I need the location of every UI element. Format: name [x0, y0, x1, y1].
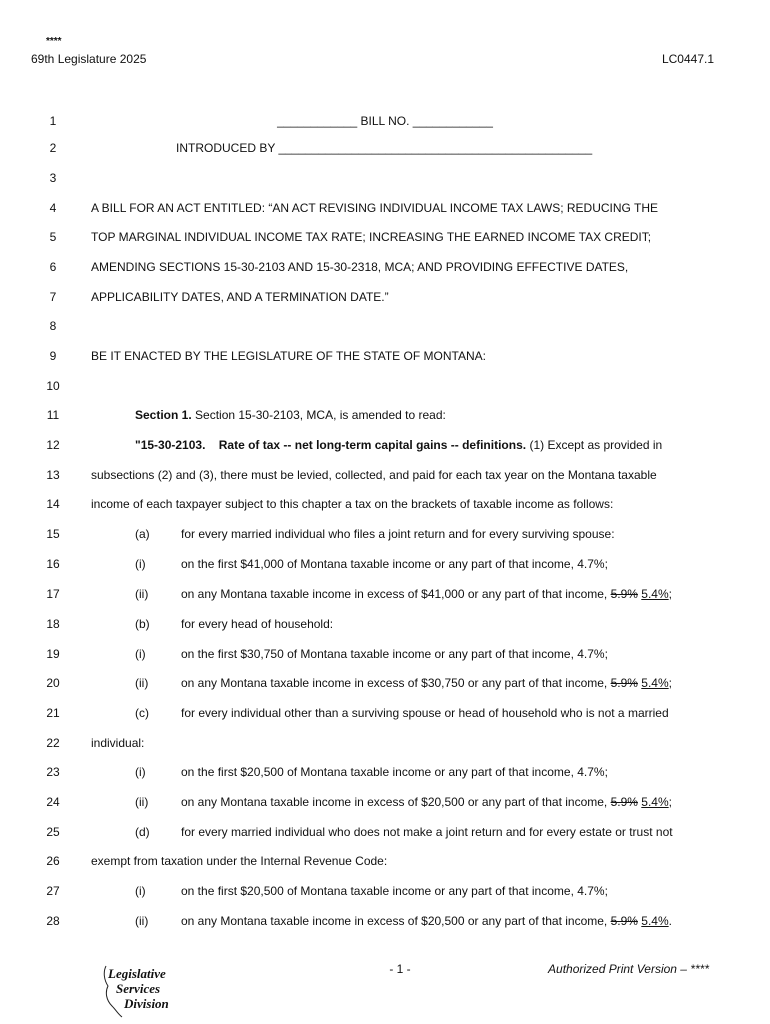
enacting-clause: BE IT ENACTED BY THE LEGISLATURE OF THE STATE OF MONTANA:	[91, 349, 486, 363]
subsection-text: individual:	[91, 736, 145, 750]
punctuation: ;	[668, 795, 672, 809]
bill-title: AMENDING SECTIONS 15-30-2103 AND 15-30-2318, MCA; AND PROVIDING EFFECTIVE DATES,	[91, 260, 629, 274]
line-number: 27	[46, 884, 60, 898]
subsection-text-line	[181, 795, 672, 809]
subsection-label: (i)	[135, 765, 146, 779]
line-number: 18	[46, 617, 60, 631]
subsection-label: (i)	[135, 884, 146, 898]
statute-title: "15-30-2103. Rate of tax -- net long-term capital gains -- definitions.	[135, 438, 527, 452]
line-26	[0, 854, 770, 874]
subsection-text: on the first $20,500 of Montana taxable income or any part of that income, 4.7%;	[181, 765, 608, 779]
line-13	[0, 468, 770, 488]
subsection-label: (c)	[135, 706, 149, 720]
bill-title: TOP MARGINAL INDIVIDUAL INCOME TAX RATE; INCREASING THE EARNED INCOME TAX CREDIT;	[91, 230, 652, 244]
line-25	[0, 825, 770, 845]
subsection-text-line	[181, 676, 672, 690]
line-number: 22	[46, 736, 60, 750]
line-23	[0, 765, 770, 785]
new-rate: 5.4%	[641, 795, 669, 809]
line-number: 19	[46, 647, 60, 661]
subsection-text: on the first $20,500 of Montana taxable income or any part of that income, 4.7%;	[181, 884, 608, 898]
line-24	[0, 795, 770, 815]
line-number: 8	[49, 319, 57, 333]
line-number: 5	[49, 230, 57, 244]
line-16	[0, 557, 770, 577]
subsection-text: on any Montana taxable income in excess of $41,000 or any part of that income,	[181, 587, 611, 601]
new-rate: 5.4%	[641, 587, 669, 601]
statute-intro: (1) Except as provided in	[526, 438, 663, 452]
line-number: 16	[46, 557, 60, 571]
subsection-label: (ii)	[135, 676, 149, 690]
line-21	[0, 706, 770, 726]
stricken-rate: 5.9%	[610, 587, 638, 601]
line-18	[0, 617, 770, 637]
subsection-text: for every married individual who files a joint return and for every surviving spouse:	[181, 527, 615, 541]
stricken-rate: 5.9%	[610, 795, 638, 809]
header-stars: ****	[46, 36, 62, 47]
line-4	[0, 201, 770, 221]
bill-number: ____________ BILL NO. ____________	[277, 114, 493, 128]
line-number: 28	[46, 914, 60, 928]
line-number: 3	[49, 171, 57, 185]
subsection-label: (i)	[135, 557, 146, 571]
stricken-rate: 5.9%	[610, 676, 638, 690]
bill-title: APPLICABILITY DATES, AND A TERMINATION DATE.”	[91, 290, 389, 304]
line-17	[0, 587, 770, 607]
line-22	[0, 736, 770, 756]
line-number: 20	[46, 676, 60, 690]
line-14	[0, 497, 770, 517]
print-version: Authorized Print Version – ****	[548, 962, 709, 976]
line-number: 2	[49, 141, 57, 155]
section-text: Section 15-30-2103, MCA, is amended to read:	[191, 408, 446, 422]
new-rate: 5.4%	[641, 914, 669, 928]
line-20	[0, 676, 770, 696]
subsection-label: (ii)	[135, 914, 149, 928]
line-12	[0, 438, 770, 458]
subsection-text: on any Montana taxable income in excess of $20,500 or any part of that income,	[181, 914, 611, 928]
line-10	[0, 379, 770, 399]
line-11	[0, 408, 770, 428]
legislature-label: 69th Legislature 2025	[31, 52, 147, 66]
line-2	[0, 141, 770, 161]
line-1	[0, 114, 770, 134]
statute-text: subsections (2) and (3), there must be levied, collected, and paid for each tax year on the Montana taxable	[91, 468, 657, 482]
subsection-text: on the first $41,000 of Montana taxable income or any part of that income, 4.7%;	[181, 557, 608, 571]
line-27	[0, 884, 770, 904]
introduced-by: INTRODUCED BY _______________________________________________	[176, 141, 593, 155]
line-number: 6	[49, 260, 57, 274]
line-3	[0, 171, 770, 191]
line-number: 7	[49, 290, 57, 304]
line-number: 13	[46, 468, 60, 482]
subsection-label: (d)	[135, 825, 150, 839]
line-number: 21	[46, 706, 60, 720]
line-28	[0, 914, 770, 934]
logo-line-1: Legislative	[108, 966, 166, 981]
section-1-line	[135, 408, 446, 422]
new-rate: 5.4%	[641, 676, 669, 690]
subsection-label: (ii)	[135, 795, 149, 809]
punctuation: .	[668, 914, 672, 928]
line-number: 11	[46, 408, 60, 422]
subsection-label: (ii)	[135, 587, 149, 601]
subsection-text-line	[181, 914, 672, 928]
line-number: 12	[46, 438, 60, 452]
subsection-text: on any Montana taxable income in excess of $20,500 or any part of that income,	[181, 795, 611, 809]
line-number: 17	[46, 587, 60, 601]
stricken-rate: 5.9%	[610, 914, 638, 928]
statute-heading-line	[135, 438, 662, 452]
lc-number: LC0447.1	[661, 52, 714, 66]
line-number: 9	[49, 349, 57, 363]
line-9	[0, 349, 770, 369]
line-number: 26	[46, 854, 60, 868]
line-19	[0, 647, 770, 667]
line-number: 15	[46, 527, 60, 541]
subsection-text: exempt from taxation under the Internal Revenue Code:	[91, 854, 388, 868]
line-8	[0, 319, 770, 339]
subsection-label: (b)	[135, 617, 150, 631]
punctuation: ;	[668, 676, 672, 690]
logo-line-2: Services	[116, 981, 161, 996]
line-7	[0, 290, 770, 310]
line-15	[0, 527, 770, 547]
line-number: 14	[46, 497, 60, 511]
bill-title: A BILL FOR AN ACT ENTITLED: “AN ACT REVISING INDIVIDUAL INCOME TAX LAWS; REDUCING THE	[91, 201, 659, 215]
subsection-text: for every individual other than a surviving spouse or head of household who is not a married	[181, 706, 669, 720]
line-number: 1	[49, 114, 57, 128]
line-number: 10	[46, 379, 60, 393]
line-number: 24	[46, 795, 60, 809]
subsection-label: (a)	[135, 527, 150, 541]
subsection-text-line	[181, 587, 672, 601]
subsection-text: for every head of household:	[181, 617, 334, 631]
statute-text: income of each taxpayer subject to this chapter a tax on the brackets of taxable income as follows:	[91, 497, 614, 511]
page-number: - 1 -	[389, 962, 411, 976]
subsection-text: for every married individual who does not make a joint return and for every estate or trust not	[181, 825, 673, 839]
line-number: 23	[46, 765, 60, 779]
punctuation: ;	[668, 587, 672, 601]
line-number: 4	[49, 201, 57, 215]
subsection-label: (i)	[135, 647, 146, 661]
subsection-text: on the first $30,750 of Montana taxable income or any part of that income, 4.7%;	[181, 647, 608, 661]
logo-line-3: Division	[124, 996, 169, 1011]
section-heading: Section 1.	[135, 408, 192, 422]
line-6	[0, 260, 770, 280]
line-number: 25	[46, 825, 60, 839]
subsection-text: on any Montana taxable income in excess of $30,750 or any part of that income,	[181, 676, 611, 690]
line-5	[0, 230, 770, 250]
